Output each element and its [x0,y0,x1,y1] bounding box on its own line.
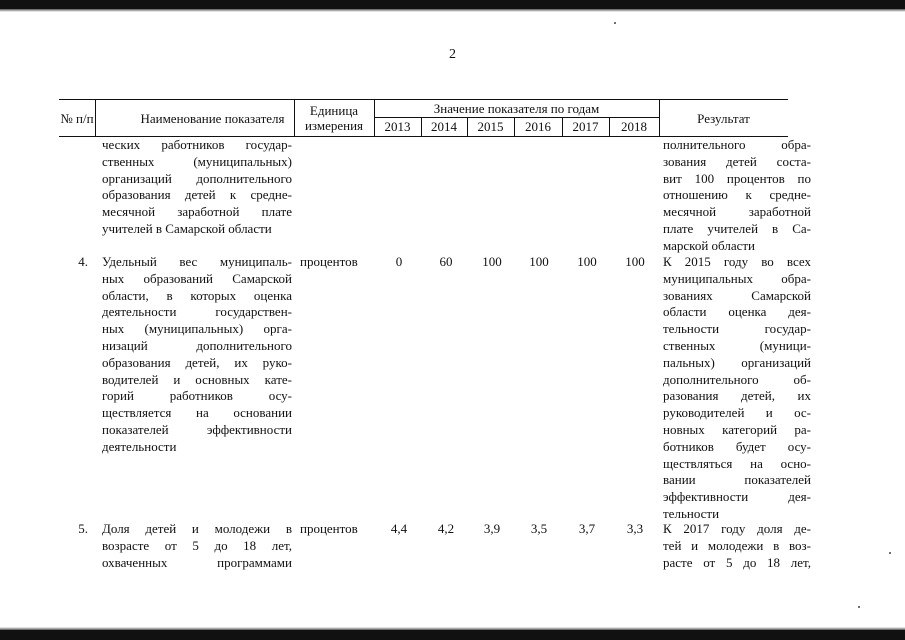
header-year: 2016 [525,119,551,134]
header-year: 2014 [431,119,457,134]
row-4-value-2016: 100 [529,254,549,269]
scan-speck [858,606,860,608]
text-line: отношению к средне- [663,187,811,203]
row-5-name [102,521,292,571]
text-line: вании показателей [663,472,811,488]
text-line: новных категорий ра- [663,421,811,437]
row-4-number: 4. [78,254,88,269]
text-line: расте от 5 до 18 лет, [663,554,811,570]
text-line: Удельный вес муниципаль- [102,254,292,269]
header-values-caption: Значение показателя по годам [433,101,600,116]
text-line: плате учителей в Са- [663,220,811,236]
row-continuation-result [663,137,811,255]
scan-speck [614,22,616,24]
text-line: показателей эффективности [102,421,292,437]
row-4-value-2015: 100 [482,254,502,269]
header-num: № п/п [60,110,94,126]
row-5-value-2015: 3,9 [483,521,501,536]
text-line: марской области [663,237,755,253]
row-4-value-2018: 100 [625,254,645,269]
row-4-result [663,254,811,523]
text-line: К 2015 году во всех [663,254,811,269]
table-header [59,99,788,137]
text-line: пальных) организаций [663,354,811,370]
text-line: образования детей, их руко- [102,354,292,370]
text-line: тельности [663,505,720,521]
text-line: области оценка дея- [663,304,811,320]
header-year: 2018 [621,119,647,134]
text-line: организаций дополнительного [102,170,292,186]
text-line: возрасте от 5 до 18 лет, [102,537,292,553]
row-5-value-2017: 3,7 [578,521,596,536]
text-line: образования детей к средне- [102,187,292,203]
text-line: дополнительного об- [663,371,811,387]
text-line: ществляться на осно- [663,455,811,471]
row-5-number: 5. [78,521,88,536]
text-line: тей и молодежи в воз- [663,537,811,553]
header-name: Наименование показателя [140,110,285,126]
row-4-value-2017: 100 [577,254,597,269]
text-line: зованиях Самарской [663,287,811,303]
text-line: деятельности [102,438,177,454]
row-continuation-name [102,137,292,238]
header-year: 2013 [384,119,411,134]
text-line: тельности государ- [663,321,811,337]
text-line: вит 100 процентов по [663,170,811,186]
text-line: Доля детей и молодежи в [102,521,292,536]
header-unit: Единица измерения [304,103,364,133]
row-4-value-2014: 60 [439,254,453,269]
text-line: водителей и основных кате- [102,371,292,387]
text-line: ных (муниципальных) орга- [102,321,292,337]
text-line: зования детей соста- [663,153,811,169]
text-line: ных образований Самарской [102,270,292,286]
text-line: деятельности государствен- [102,304,292,320]
row-5-value-2013: 4,4 [390,521,408,536]
text-line: ботников будет осу- [663,438,811,454]
text-line: ществляется на основании [102,405,292,421]
text-line: низаций дополнительного [102,337,292,353]
text-line: муниципальных обра- [663,270,811,286]
row-5-value-2014: 4,2 [437,521,455,536]
text-line: ственных (муниципальных) [102,153,292,169]
header-year: 2017 [572,119,599,134]
row-4-name [102,254,292,456]
text-line: охваченных программами [102,554,292,570]
header-year: 2015 [477,119,504,134]
text-line: К 2017 году доля де- [663,521,811,536]
header-result: Результат [697,110,750,126]
row-5-unit: процентов [300,521,358,536]
text-line: полнительного обра- [663,137,811,152]
text-line: разования детей, их [663,388,811,404]
page-number: 2 [449,47,456,62]
scan-border-top [0,0,905,9]
row-5-value-2016: 3,5 [530,521,548,536]
scan-speck [889,552,891,554]
row-5-value-2018: 3,3 [626,521,644,536]
text-line: ческих работников государ- [102,137,292,152]
text-line: горий работников осу- [102,388,292,404]
row-5-result [663,521,811,571]
scan-border-bottom [0,630,905,640]
row-4-value-2013: 0 [395,254,403,269]
row-4-unit: процентов [300,254,358,269]
text-line: учителей в Самарской области [102,220,272,236]
text-line: эффективности дея- [663,489,811,505]
text-line: области, в которых оценка [102,287,292,303]
text-line: месячной заработной [663,204,811,220]
text-line: ственных (муници- [663,337,811,353]
text-line: руководителей и ос- [663,405,811,421]
text-line: месячной заработной плате [102,204,292,220]
